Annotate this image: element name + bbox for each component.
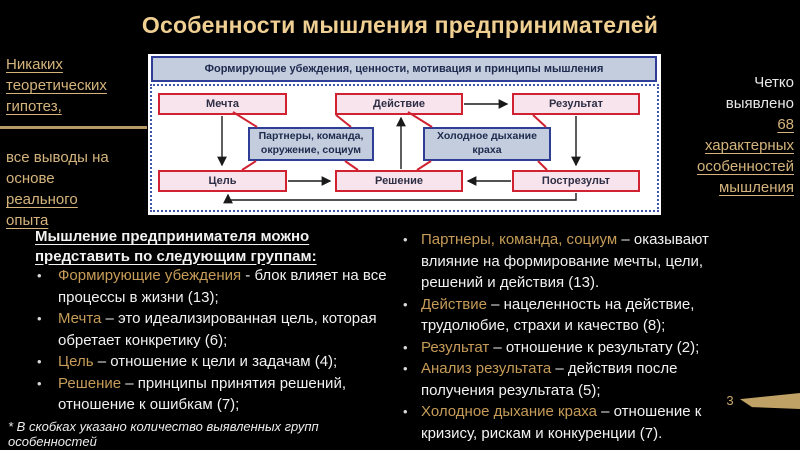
box-action: Действие: [335, 93, 463, 115]
box-decision: Решение: [335, 170, 463, 192]
right-note-line: характерных: [704, 137, 794, 154]
bullet-icon: •: [403, 361, 408, 376]
list-item: • Холодное дыхание краха – отношение к кризису, рискам и конкуренции (7).: [403, 401, 750, 444]
box-dream: Мечта: [158, 93, 287, 115]
list-item: • Анализ результата – действия после получения результата (5);: [403, 358, 750, 401]
bullet-icon: •: [37, 311, 42, 326]
left-note-gap: [6, 117, 148, 147]
right-note-line: 68: [777, 116, 794, 133]
left-column-heading: Мышление предпринимателя можно представить по следующим группам:: [35, 228, 317, 265]
bullet-icon: •: [403, 404, 408, 419]
left-note-line: теоретических: [6, 77, 107, 94]
diagram-header-box: Формирующие убеждения, ценности, мотивация и принципы мышления: [151, 56, 657, 82]
right-note-line: особенностей: [697, 158, 794, 175]
list-item: • Решение – принципы принятия решений, отношение к ошибкам (7);: [37, 373, 395, 416]
left-note-line: все выводы на: [6, 149, 109, 166]
right-note: [654, 72, 794, 198]
list-item: • Действие – нацеленность на действие, трудолюбие, страхи и качество (8);: [403, 294, 750, 337]
box-partners: Партнеры, команда, окружение, социум: [248, 127, 374, 161]
left-note-line: Никаких: [6, 56, 63, 73]
thinking-model-diagram: [148, 54, 661, 215]
list-item: • Результат – отношение к результату (2);: [403, 337, 750, 359]
left-note: [6, 54, 148, 231]
bullet-icon: •: [37, 354, 42, 369]
slide-title: Особенности мышления предпринимателей: [141, 12, 659, 38]
right-note-line: выявлено: [725, 95, 794, 112]
bullet-icon: •: [37, 375, 42, 391]
right-bullet-list: [403, 229, 750, 444]
right-note-line: мышления: [718, 179, 794, 196]
box-goal: Цель: [158, 170, 287, 192]
footnote: * В скобках указано количество выявленных групп особенностей: [8, 419, 319, 449]
left-note-line: гипотез,: [6, 98, 62, 115]
box-postresult: Пострезульт: [512, 170, 640, 192]
list-item: • Формирующие убеждения - блок влияет на все процессы в жизни (13);: [37, 265, 395, 308]
left-note-divider: [0, 126, 147, 129]
bullet-icon: •: [403, 232, 408, 247]
list-item: • Цель – отношение к цели и задачам (4);: [37, 351, 395, 373]
left-note-line: основе: [6, 170, 55, 187]
list-item: • Мечта – это идеализированная цель, которая обретает конкретику (6);: [37, 308, 395, 351]
bullet-icon: •: [403, 339, 408, 355]
left-bullet-list: [37, 265, 395, 416]
left-note-line: опыта: [6, 212, 49, 229]
page-number: 3: [726, 393, 734, 408]
right-note-line: Четко: [754, 74, 794, 91]
left-note-line: реального: [6, 191, 78, 208]
box-result: Результат: [512, 93, 640, 115]
box-crash: Холодное дыхание краха: [423, 127, 551, 161]
bullet-icon: •: [403, 296, 408, 312]
bullet-icon: •: [37, 268, 42, 283]
list-item: • Партнеры, команда, социум – оказывают влияние на формирование мечты, цели, решений и действия (13).: [403, 229, 750, 294]
